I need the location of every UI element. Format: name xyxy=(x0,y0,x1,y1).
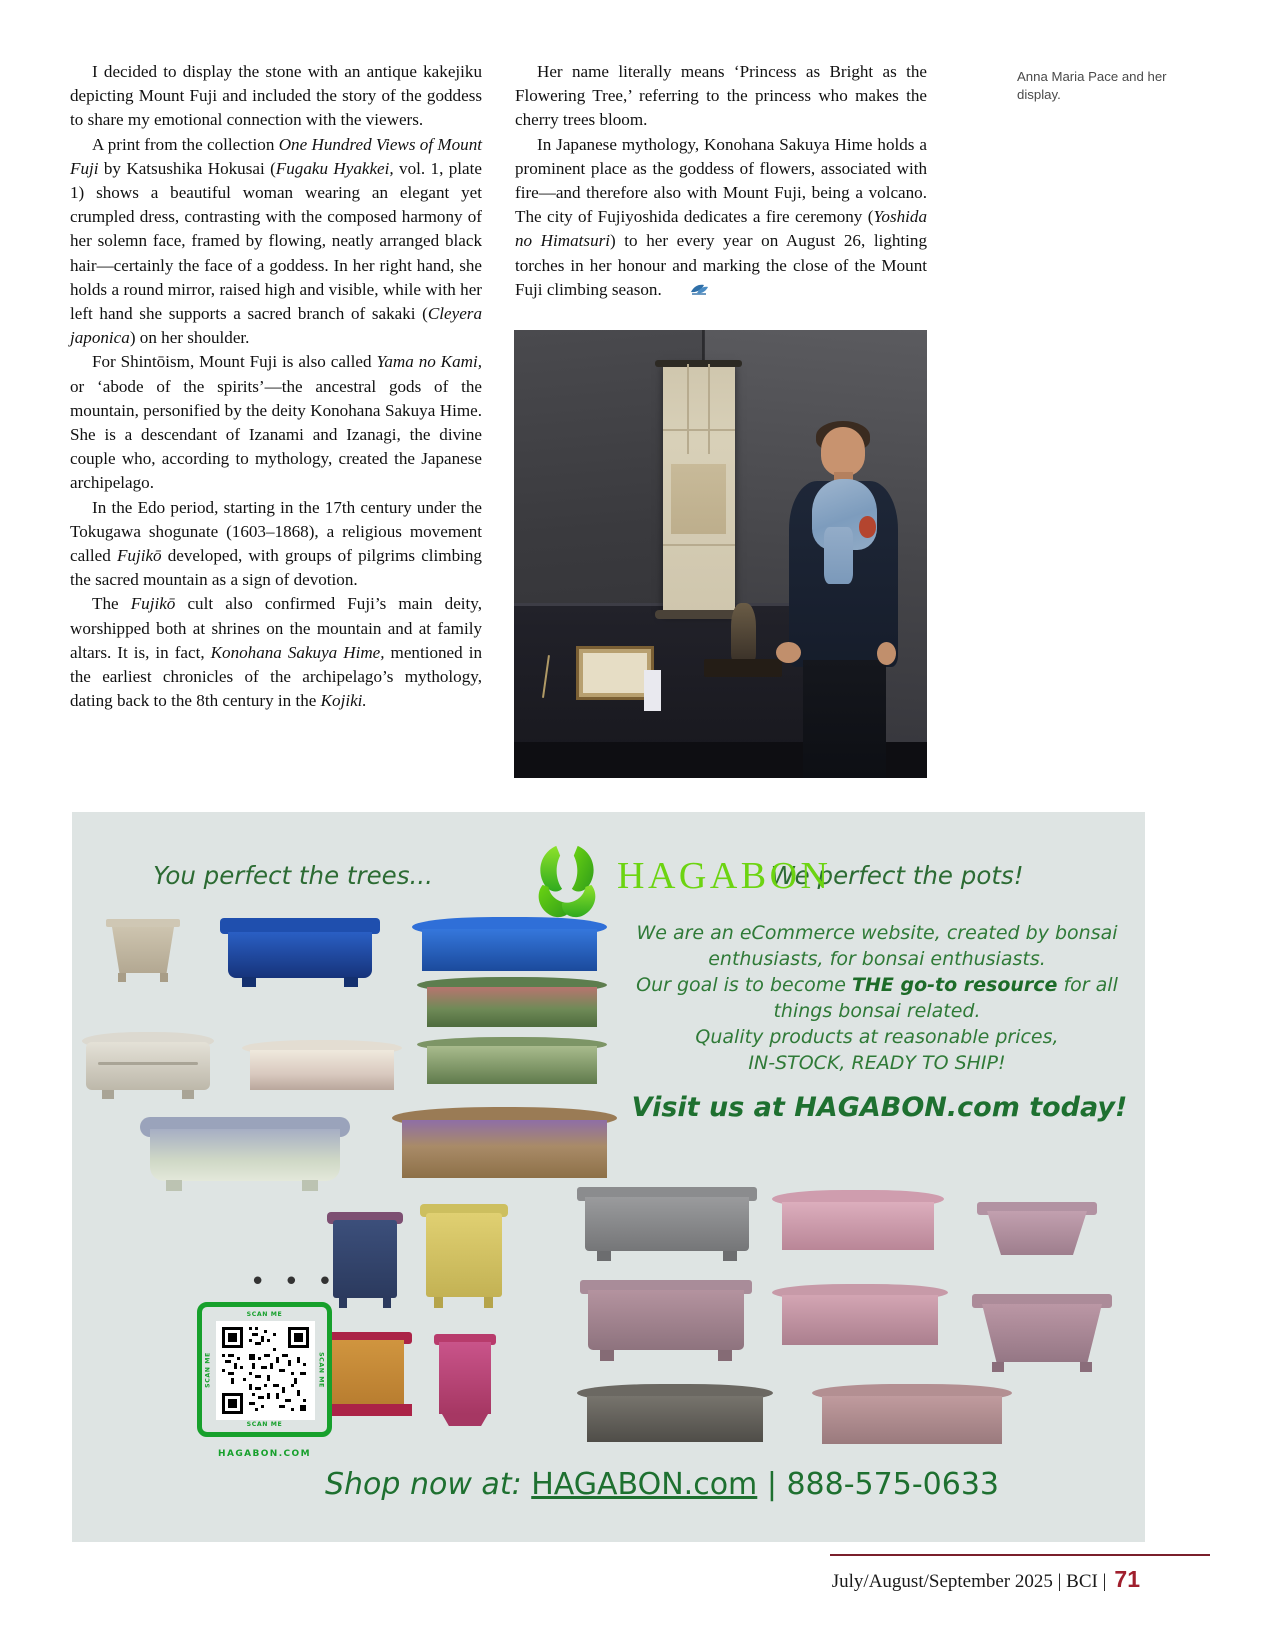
scroll-rod-top xyxy=(655,360,742,367)
pot-rect-mauve-tall xyxy=(580,1280,752,1366)
ad-copy-block xyxy=(627,920,1127,1076)
pot-tall-magenta xyxy=(434,1334,496,1430)
bonsai-leaf-endmark-icon xyxy=(667,280,686,295)
scroll-seam xyxy=(708,364,710,454)
paragraph: Her name literally means ‘Princess as Bright as the Flowering Tree,’ referring to the princess who makes the cherry trees bloom. xyxy=(515,62,927,130)
ad-visit-cta[interactable]: Visit us at HAGABON.com today! xyxy=(631,1092,1128,1123)
person-head xyxy=(821,427,866,475)
pot-oval-lavender-green xyxy=(140,1117,350,1199)
person-trousers xyxy=(803,660,886,778)
pot-square-crimson-gold xyxy=(317,1332,412,1424)
ad-copy-line-3: Quality products at reasonable prices, xyxy=(695,1026,1059,1048)
pot-rect-gray-etched xyxy=(577,1187,757,1265)
article-column-2 xyxy=(515,60,927,302)
scroll-artwork xyxy=(671,464,726,534)
pot-oval-rose xyxy=(772,1284,948,1360)
footer-issue: July/August/September 2025 | BCI | xyxy=(831,1571,1107,1592)
ad-shop-phone: 888-575-0633 xyxy=(786,1467,999,1502)
hanging-scroll-kakejiku xyxy=(663,364,735,615)
ad-copy-line-2 xyxy=(627,972,1127,1024)
scroll-rod-bottom xyxy=(655,610,742,619)
pot-round-studded-white xyxy=(82,1032,214,1104)
ad-shop-line[interactable] xyxy=(222,1467,1102,1502)
ad-shop-link[interactable]: HAGABON.com xyxy=(531,1467,758,1502)
person-anna-maria-pace xyxy=(770,420,919,778)
pot-square-beige xyxy=(102,919,184,989)
footer-page-number: 71 xyxy=(1114,1566,1140,1592)
page-footer xyxy=(740,1566,1140,1593)
qr-scan-label-top: SCAN ME xyxy=(246,1311,283,1318)
pot-oval-cream-pink xyxy=(242,1040,402,1102)
hagabon-swirl-logo-icon xyxy=(527,842,605,920)
pot-oval-green-pale xyxy=(417,1037,607,1095)
pot-cylinder-yellow-floral xyxy=(420,1204,508,1312)
scroll-band xyxy=(663,429,735,431)
paragraph: A print from the collection One Hundred Views of Mount Fuji by Katsushika Hokusai (Fugaku Hyakkei, vol. 1, plate 1) shows a beautiful woman wearing an elegant yet crumpled dress, contrasting with the composed harmony of her solemn face, framed by flowing, neatly arranged black hair—certainly the face of a goddess. In her right hand, she holds a round mirror, raised high and visible, while with her left hand she supports a sacred branch of sakaki (Cleyera japonica) on her shoulder. xyxy=(70,134,483,348)
ad-logo[interactable] xyxy=(467,834,832,924)
qr-scan-label-right: SCAN ME xyxy=(317,1351,325,1388)
ad-decorative-dots: • • • xyxy=(250,1267,338,1297)
jacket-badge xyxy=(859,516,875,538)
person-scarf-tail xyxy=(824,527,854,584)
scroll-seam xyxy=(687,364,689,454)
qr-scan-label-left: SCAN ME xyxy=(204,1351,212,1388)
paragraph: For Shintōism, Mount Fuji is also called Yama no Kami, or ‘abode of the spirits’—the ancestral gods of the mountain, personified by the deity Konohana Sakuya Hime. She is a descendant of Izanami and Izanagi, the divine couple who, according to mythology, created the Japanese archipelago. xyxy=(70,352,482,493)
footer-rule xyxy=(830,1554,1210,1556)
pot-hex-mauve-small xyxy=(977,1202,1097,1268)
ad-copy-line-4: IN-STOCK, READY TO SHIP! xyxy=(748,1052,1006,1074)
qr-code-caption: HAGABON.COM xyxy=(218,1449,311,1459)
pot-oval-gold-plum xyxy=(392,1107,617,1195)
ad-copy-line-2-pre: Our goal is to become xyxy=(636,974,853,996)
paragraph xyxy=(515,133,927,302)
pot-cylinder-navy-floral xyxy=(327,1212,403,1312)
article-column-1 xyxy=(70,60,482,713)
qr-code[interactable] xyxy=(197,1302,332,1437)
scroll-band xyxy=(663,544,735,546)
ad-tagline-left: You perfect the trees... xyxy=(153,861,433,890)
qr-code-matrix xyxy=(216,1321,315,1420)
pot-round-terracotta xyxy=(812,1384,1012,1458)
paragraph: The Fujikō cult also confirmed Fuji’s main deity, worshipped both at shrines on the mountain and at family altars. It is, in fact, Konohana Sakuya Hime, mentioned in the earliest chronicles of the archipelago’s mythology, dating back to the 8th century in the Kojiki. xyxy=(70,594,483,711)
pot-hex-mauve-large xyxy=(972,1294,1112,1380)
viewing-stone xyxy=(731,603,756,661)
exhibit-card xyxy=(644,670,661,710)
ad-shop-separator: | xyxy=(757,1467,787,1502)
paragraph: In the Edo period, starting in the 17th century under the Tokugawa shogunate (1603–1868), a religious movement called Fujikō developed, with groups of pilgrims climbing the sacred mountain as a sign of devotion. xyxy=(70,497,482,590)
paragraph-text: In Japanese mythology, Konohana Sakuya Hime holds a prominent place as the goddess of flowers, associated with fire—and therefore also with Mount Fuji, being a volcano. The city of Fujiyoshida dedicates a fire ceremony (Yoshida no Himatsuri) to her every year on August 26, lighting torches in her honour and marking the close of the Mount Fuji climbing season. xyxy=(515,134,928,299)
ad-copy-line-2-emphasis: THE go-to resource xyxy=(852,974,1058,996)
ad-shop-prefix: Shop now at: xyxy=(325,1467,532,1502)
pot-oval-charcoal xyxy=(577,1384,773,1456)
pot-oval-blue-wide xyxy=(412,917,607,983)
photo-caption: Anna Maria Pace and her display. xyxy=(1017,69,1167,102)
paragraph: I decided to display the stone with an antique kakejiku depicting Mount Fuji and included the story of the goddess to share my emotional connection with the viewers. xyxy=(70,62,482,130)
ad-tagline-right: We perfect the pots! xyxy=(770,861,1024,890)
framed-print-art xyxy=(583,653,647,693)
hagabon-advertisement[interactable] xyxy=(72,812,1145,1542)
pot-oval-green-red xyxy=(417,977,607,1039)
ad-brand-wordmark: HAGABON xyxy=(617,855,832,897)
display-photograph xyxy=(514,330,927,778)
ad-copy-line-1: We are an eCommerce website, created by bonsai enthusiasts, for bonsai enthusiasts. xyxy=(636,922,1118,970)
pot-lobed-pink xyxy=(772,1190,944,1264)
ad-copy-line-2-post: for all things bonsai related. xyxy=(773,974,1118,1022)
framed-print xyxy=(576,646,654,700)
pot-rect-blue-deep xyxy=(220,918,380,994)
qr-scan-label-bottom: SCAN ME xyxy=(246,1421,283,1428)
